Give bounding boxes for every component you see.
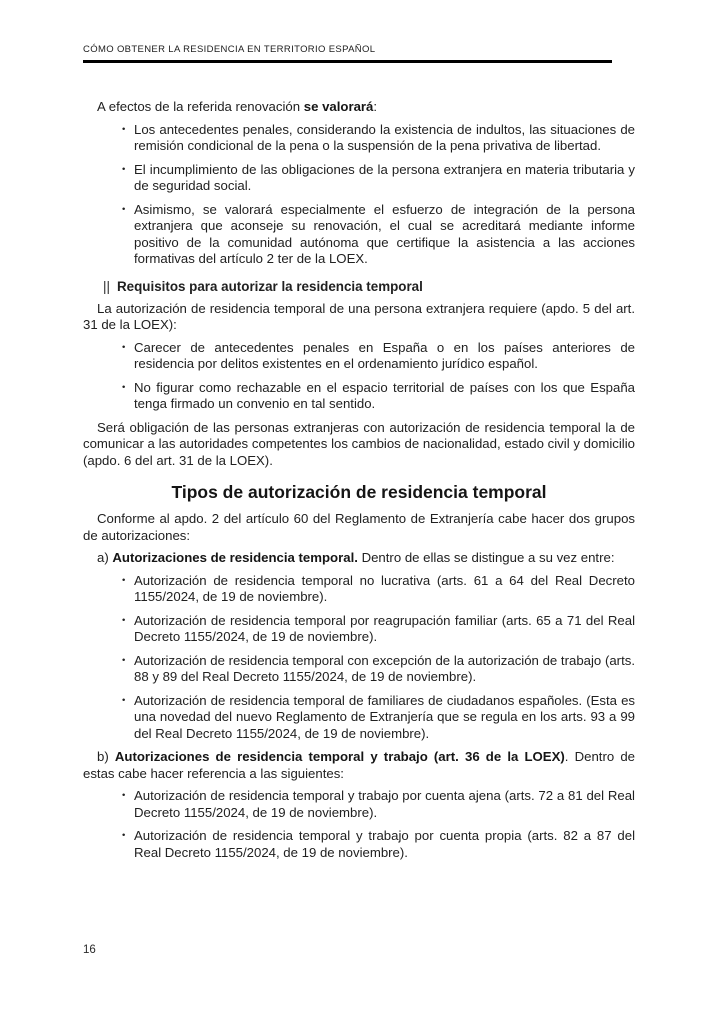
bullet-icon: • (122, 830, 126, 841)
paragraph-grupo-b (83, 749, 635, 782)
double-bar-marker-icon: || (103, 278, 110, 294)
list-item (83, 828, 635, 861)
list-item-text: Carecer de antecedentes penales en España o en los países anteriores de residencia por delitos existentes en el ordenamiento jurídico español. (134, 339, 635, 371)
list-item-text: El incumplimiento de las obligaciones de la persona extranjera en materia tributaria y de seguridad social. (134, 161, 635, 193)
list-item (83, 202, 635, 268)
bullet-icon: • (122, 163, 126, 175)
list-item-text: Asimismo, se valorará especialmente el esfuerzo de integración de la persona extranjera que aconseje su renovación, el cual se acreditará mediante informe positivo de la comunidad autónoma que certifique la asistencia a las acciones formativas del artículo 2 ter de la LOEX. (134, 201, 635, 266)
grupo-b-suffix: . Dentro de estas cabe hacer referencia a las siguientes: (83, 749, 635, 781)
bullet-icon: • (122, 123, 126, 135)
subheading-text: Requisitos para autorizar la residencia temporal (117, 278, 423, 294)
list-item (83, 693, 635, 743)
page-content (83, 99, 635, 868)
intro-colon: : (373, 99, 378, 114)
renovation-criteria-list (83, 122, 635, 268)
paragraph-grupo-a (83, 550, 635, 567)
bullet-icon: • (122, 790, 126, 801)
bullet-icon: • (122, 203, 126, 215)
requisitos-list (83, 340, 635, 413)
grupo-b-bold-text: Autorizaciones de residencia temporal y trabajo (art. 36 de la LOEX) (114, 749, 565, 764)
section-subheading-requisitos (83, 278, 635, 295)
intro-paragraph (83, 99, 635, 116)
running-header: CÓMO OBTENER LA RESIDENCIA EN TERRITORIO ESPAÑOL (83, 44, 376, 55)
paragraph-requisitos: La autorización de residencia temporal de una persona extranjera requiere (apdo. 5 del art. 31 de la LOEX): (83, 300, 635, 332)
grupo-a-bold-text: Autorizaciones de residencia temporal. (112, 550, 358, 565)
list-item-text: Autorización de residencia temporal y trabajo por cuenta propia (arts. 82 a 87 del Real Decreto 1155/2024, de 19 de noviembre). (134, 828, 635, 860)
list-item (83, 122, 635, 155)
list-item (83, 162, 635, 195)
section-heading-tipos: Tipos de autorización de residencia temporal (171, 482, 547, 502)
bullet-icon: • (122, 614, 126, 626)
grupo-a-list (83, 573, 635, 743)
paragraph-conforme: Conforme al apdo. 2 del artículo 60 del Reglamento de Extranjería cabe hacer dos grupos de autorizaciones: (83, 511, 635, 543)
bullet-icon: • (122, 381, 126, 393)
list-item-text: Autorización de residencia temporal de familiares de ciudadanos españoles. (Esta es una novedad del nuevo Reglamento de Extranjería que se regula en los arts. 93 a 99 del Real Decreto 1155/2024, de 19 de noviembre). (134, 692, 635, 741)
list-item-text: Autorización de residencia temporal con excepción de la autorización de trabajo (arts. 88 y 89 del Real Decreto 1155/2024, de 19 de noviembre). (134, 652, 635, 684)
list-item-text: No figurar como rechazable en el espacio territorial de países con los que España tenga firmado un convenio en tal sentido. (134, 379, 635, 411)
list-item (83, 788, 635, 821)
intro-text: A efectos de la referida renovación (97, 99, 304, 114)
list-item-text: Autorización de residencia temporal no lucrativa (arts. 61 a 64 del Real Decreto 1155/2024, de 19 de noviembre). (134, 572, 635, 604)
list-item-text: Autorización de residencia temporal por reagrupación familiar (arts. 65 a 71 del Real Decreto 1155/2024, de 19 de noviembre). (134, 612, 635, 644)
grupo-b-prefix: b) (97, 749, 115, 764)
header-rule (83, 60, 612, 63)
bullet-icon: • (122, 694, 126, 706)
list-item-text: Autorización de residencia temporal y trabajo por cuenta ajena (arts. 72 a 81 del Real Decreto 1155/2024, de 19 de noviembre). (134, 788, 635, 820)
bullet-icon: • (122, 574, 126, 586)
list-item (83, 613, 635, 646)
grupo-a-suffix: Dentro de ellas se distingue a su vez entre: (357, 550, 615, 565)
grupo-b-list (83, 788, 635, 861)
page-number: 16 (83, 944, 96, 956)
paragraph-obligacion: Será obligación de las personas extranjeras con autorización de residencia temporal la de comunicar a las autoridades competentes los cambios de nacionalidad, estado civil y domicilio (apdo. 6 del art. 31 de la LOEX). (83, 419, 635, 468)
list-item (83, 340, 635, 373)
grupo-a-prefix: a) (97, 550, 113, 565)
bullet-icon: • (122, 341, 126, 353)
list-item (83, 653, 635, 686)
intro-bold-text: se valorará (303, 99, 374, 114)
list-item-text: Los antecedentes penales, considerando la existencia de indultos, las situaciones de remisión condicional de la pena o la suspensión de la pena privativa de libertad. (134, 121, 635, 153)
bullet-icon: • (122, 654, 126, 666)
list-item (83, 573, 635, 606)
list-item (83, 380, 635, 413)
